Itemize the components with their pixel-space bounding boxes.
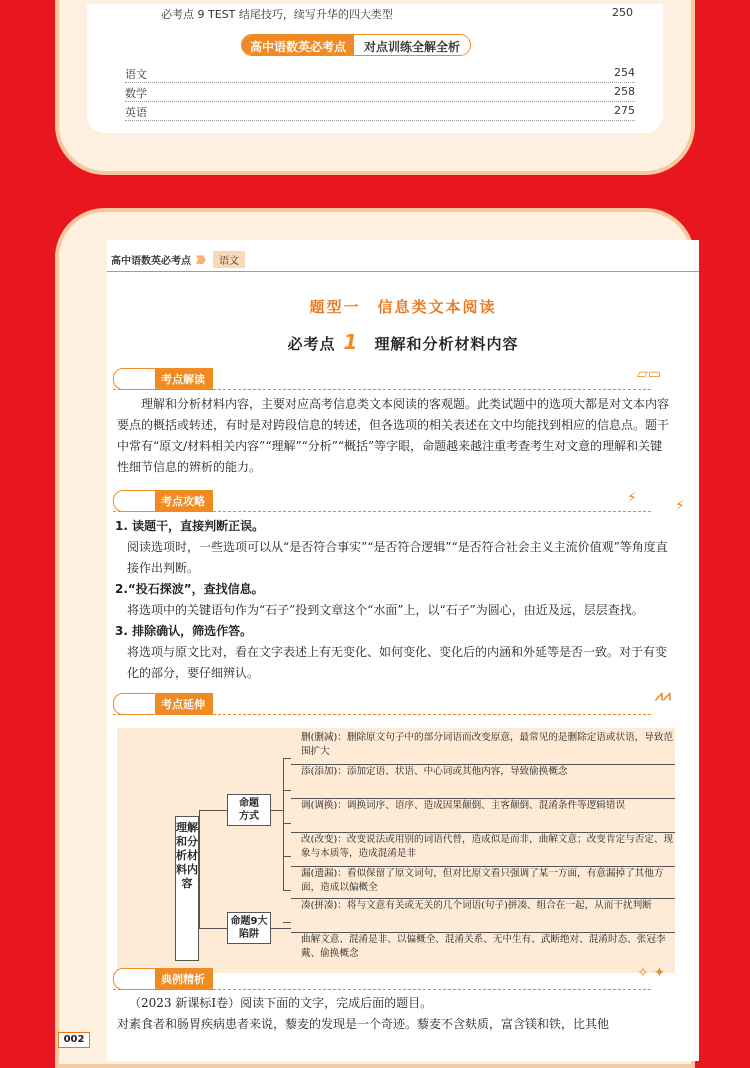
hand-writing-icon: [113, 368, 159, 390]
gonglue-list: [115, 516, 669, 684]
toc-card: [55, 0, 695, 175]
toc-previous-page: 250: [612, 6, 633, 19]
hand-book-icon: [113, 968, 159, 990]
mindmap-leaf: 凑(拼凑)：将与文意有关或无关的几个词语(句子)拼凑、组合在一起，从而干扰判断: [291, 898, 675, 913]
connector-line: [283, 856, 291, 857]
subject-tag: 语文: [213, 251, 245, 268]
mindmap-leaf: 删(删减)：删除原文句子中的部分词语而改变原意，最常见的是删除定语或状语，导致范围扩大: [301, 732, 674, 757]
section-header-gonglue: [113, 490, 213, 512]
toc-row-label: 语文: [125, 68, 147, 81]
point-title: [107, 330, 699, 354]
mindmap-branch-method: 命题方式: [227, 794, 271, 826]
section-label: 考点解读: [155, 368, 213, 390]
lightning-icon: ⚡: [627, 490, 637, 506]
toc-row-label: 数学: [125, 87, 147, 100]
section-divider: [113, 389, 651, 390]
toc-banner: [241, 34, 471, 56]
toc-panel: [87, 4, 663, 133]
mindmap-traps-list: 曲解文意、混淆是非、以偏概全、混淆关系、无中生有、武断绝对、混淆时态、张冠李戴、偷换概念: [291, 932, 675, 961]
jiedu-text: 理解和分析材料内容，主要对应高考信息类文本阅读的客观题。此类试题中的选项大都是对文本内容要点的概括或转述，有时是对跨段信息的转述，但各选项的相关表述在文中均能找到相应的信息点。题干中常有“原文/材料相关内容”“理解”“分析”“概括”等字眼，命题越来越注重考查考生对文意的理解和关键性细节信息的辨析的能力。: [117, 397, 670, 474]
toc-banner-left: 高中语数英必考点: [242, 35, 354, 55]
connector-line: [283, 790, 291, 791]
connector-line: [283, 823, 291, 824]
list-item: [115, 516, 669, 579]
mindmap-leaf: 调(调换)：调换词序、语序、造成因果颠倒、主客颠倒、混淆条件等逻辑错误: [291, 798, 675, 813]
list-item-body: 将选项与原文比对，看在文字表述上有无变化、如何变化、变化后的内涵和外延等是否一致。对于有变化的部分，要仔细辨认。: [127, 645, 668, 680]
running-head: [111, 250, 699, 268]
mindmap-root: 理解和分析材料内容: [175, 816, 199, 961]
hand-pen-icon: [113, 490, 159, 512]
section-divider: [113, 989, 651, 990]
list-item-heading: 1. 读题干，直接判断正误。: [115, 519, 265, 533]
section-divider: [113, 511, 651, 512]
book-icon: ▱▭: [637, 366, 661, 382]
toc-row-english[interactable]: [125, 104, 635, 121]
connector-line: [199, 810, 200, 928]
page-content: [107, 240, 699, 1061]
connector-line: [271, 928, 291, 929]
section-label: 典例精析: [155, 968, 213, 990]
section-label: 考点攻略: [155, 490, 213, 512]
connector-line: [283, 890, 291, 891]
toc-row-page: 254: [614, 66, 635, 79]
mindmap-branch-traps: 命题9大陷阱: [227, 912, 271, 944]
toc-row-label: 英语: [125, 106, 147, 119]
running-title: 高中语数英必考点: [111, 255, 191, 267]
section-header-jiedu: [113, 368, 213, 390]
list-item-body: 将选项中的关键语句作为“石子”投到文章这个“水面”上，以“石子”为圆心，由近及远，层层查找。: [127, 603, 644, 617]
header-divider: [107, 271, 699, 272]
example-passage-line: 对素食者和肠胃疾病患者来说，藜麦的发现是一个奇迹。藜麦不含麸质，富含镁和铁，比其他: [117, 1017, 610, 1031]
list-item-heading: 3. 排除确认，筛选作答。: [115, 624, 253, 638]
toc-row-chinese[interactable]: [125, 66, 635, 83]
chapter-title: 题型一 信息类文本阅读: [309, 298, 497, 316]
point-prefix: 必考点: [287, 335, 336, 353]
mindmap-leaf: 添(添加)：添加定语、状语、中心词或其他内容，导致偷换概念: [291, 764, 675, 779]
lightning-icon: ⚡: [675, 498, 685, 514]
section-header-yanshen: [113, 693, 213, 715]
connector-line: [283, 758, 284, 890]
toc-previous-line[interactable]: [161, 6, 633, 22]
sparkle-icon: ⩘⩘: [655, 688, 671, 704]
page-number: 002: [58, 1032, 90, 1048]
point-number: 1: [343, 330, 359, 354]
toc-row-math[interactable]: [125, 85, 635, 102]
example-source-line: （2023 新课标Ⅰ卷）阅读下面的文字，完成后面的题目。: [129, 996, 433, 1010]
arrows-icon: 》》》: [196, 255, 209, 266]
mindmap-leaf: 改(改变)：改变说法或用别的词语代替，造成似是而非，曲解文意；改变肯定与否定、现象与本质等，造成混淆是非: [291, 832, 675, 861]
connector-line: [283, 758, 291, 759]
point-name: 理解和分析材料内容: [374, 335, 519, 353]
toc-banner-right: 对点训练全解全析: [354, 35, 470, 55]
toc-row-page: 258: [614, 85, 635, 98]
list-item-body: 阅读选项时，一些选项可以从“是否符合事实”“是否符合逻辑”“是否符合社会主义主流价值观”等角度直接作出判断。: [127, 540, 668, 575]
page-card: [55, 208, 695, 1068]
mindmap-leaf: 漏(遗漏)：看似保留了原文词句，但对比原文看只强调了某一方面，有意漏掉了其他方面，造成以偏概全: [291, 866, 675, 895]
star-icon: ✧ ✦: [637, 965, 666, 981]
hand-point-icon: [113, 693, 159, 715]
list-item-heading: 2.“投石探波”，查找信息。: [115, 582, 264, 596]
list-item: [115, 621, 669, 684]
connector-line: [199, 810, 227, 811]
jiedu-paragraph: [117, 394, 669, 478]
connector-line: [199, 928, 227, 929]
toc-previous-text: 必考点 9 TEST 结尾技巧，续写升华的四大类型: [161, 8, 393, 21]
section-header-liexi: [113, 968, 213, 990]
mindmap: [117, 728, 675, 973]
toc-row-page: 275: [614, 104, 635, 117]
connector-line: [271, 810, 283, 811]
section-label: 考点延伸: [155, 693, 213, 715]
example-text: [117, 993, 689, 1035]
list-item: [115, 579, 669, 621]
connector-line: [283, 922, 291, 923]
section-divider: [113, 714, 651, 715]
